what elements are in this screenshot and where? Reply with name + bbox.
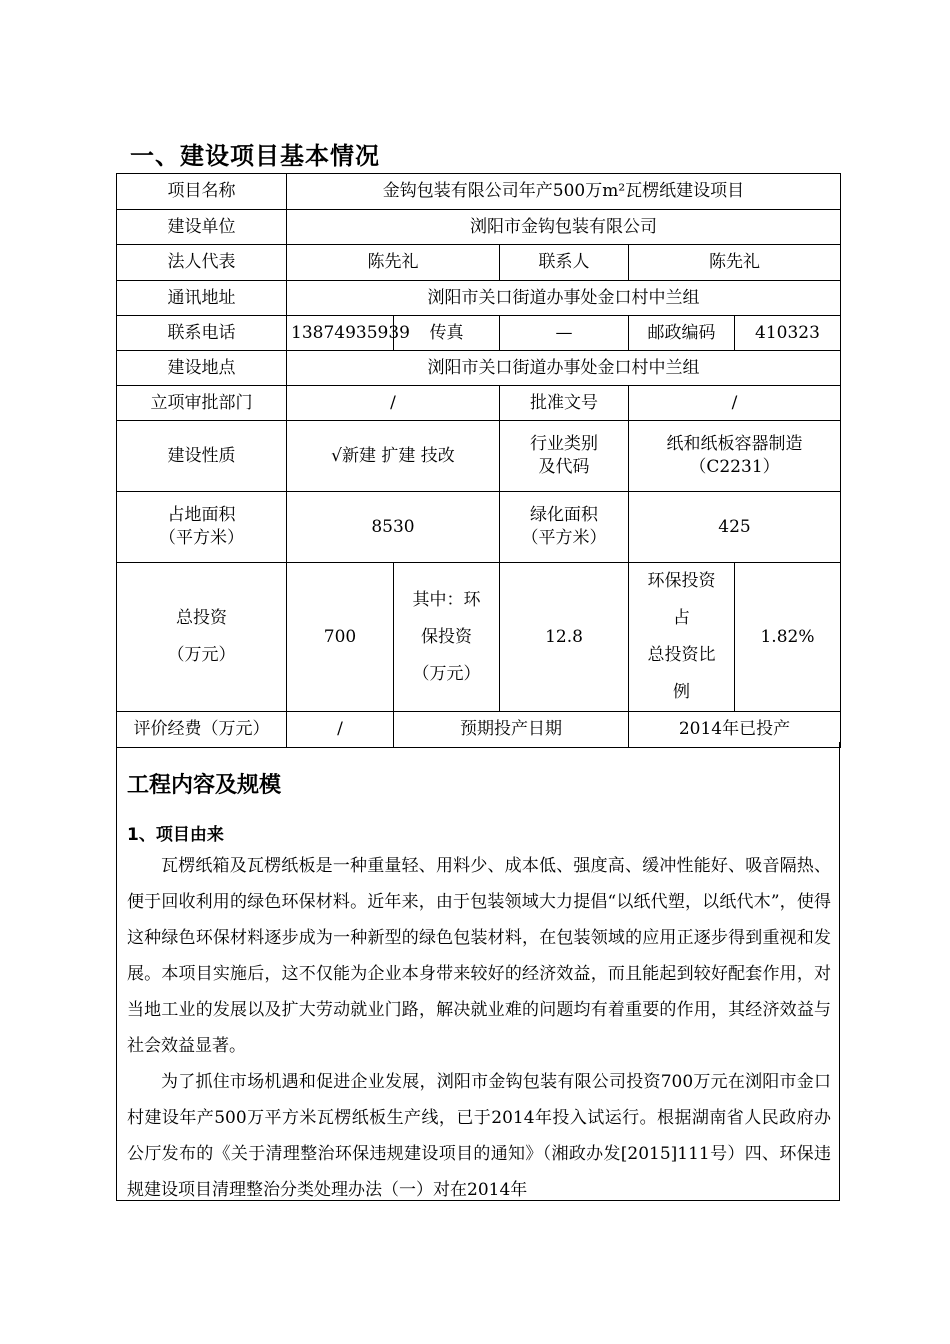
ratio-label-line: 占 <box>673 608 690 628</box>
env-invest-label-line: 保投资 <box>421 626 472 647</box>
legal-rep-value: 陈先礼 <box>287 245 500 281</box>
address-label: 通讯地址 <box>117 281 287 316</box>
table-row <box>117 351 841 386</box>
contact-label: 联系人 <box>500 245 629 281</box>
postcode-label: 邮政编码 <box>629 316 735 351</box>
address-value: 浏阳市关口街道办事处金口村中兰组 <box>287 281 841 316</box>
env-invest-label <box>394 563 500 712</box>
paragraph: 为了抓住市场机遇和促进企业发展，浏阳市金钩包装有限公司投资700万元在浏阳市金口村建设年产500万平方米瓦楞纸板生产线，已于2014年投入试运行。根据湖南省人民政府办公厅发布的《关于清理整治环保违规建设项目的通知》（湘政办发[2015]111号）四、环保违规建设项目清理整治分类处理办法（一）对在2014年 <box>127 1072 831 1200</box>
industry-label-line: 行业类别 <box>530 434 598 455</box>
ratio-label-line: 例 <box>673 682 690 702</box>
phone-label: 联系电话 <box>117 316 287 351</box>
table-row <box>117 316 841 351</box>
project-name-label: 项目名称 <box>117 174 287 210</box>
project-name-value: 金钩包装有限公司年产500万m²瓦楞纸建设项目 <box>287 174 841 210</box>
eval-fee-value: / <box>287 712 394 748</box>
env-invest-label-line: 其中：环 <box>412 589 481 610</box>
approval-dept-label: 立项审批部门 <box>117 386 287 421</box>
invest-label-line: 总投资 <box>176 608 227 628</box>
ratio-label-line: 总投资比 <box>647 645 716 665</box>
green-label-line: 绿化面积 <box>530 505 598 526</box>
approval-no-value: / <box>629 386 841 421</box>
section-body <box>127 848 831 1208</box>
ratio-label-line: 环保投资 <box>647 571 716 591</box>
ratio-value: 1.82% <box>735 563 841 712</box>
industry-label <box>500 421 629 492</box>
fax-value: — <box>500 316 629 351</box>
industry-value-line: 纸和纸板容器制造 <box>666 434 803 455</box>
table-row <box>117 174 841 210</box>
industry-label-line: 及代码 <box>538 457 590 477</box>
area-value: 8530 <box>287 492 500 563</box>
invest-label-line: （万元） <box>167 645 236 665</box>
env-invest-label-line: （万元） <box>412 663 481 684</box>
eval-fee-label: 评价经费（万元） <box>117 712 287 748</box>
area-label-line: （平方米） <box>159 528 244 548</box>
table-row <box>117 281 841 316</box>
site-value: 浏阳市关口街道办事处金口村中兰组 <box>287 351 841 386</box>
invest-value: 700 <box>287 563 394 712</box>
table-row <box>117 245 841 281</box>
prod-date-label: 预期投产日期 <box>394 712 629 748</box>
page-title: 一、建设项目基本情况 <box>130 142 380 170</box>
table-row <box>117 210 841 245</box>
table-row <box>117 492 841 563</box>
builder-value: 浏阳市金钩包装有限公司 <box>287 210 841 245</box>
project-info-table <box>116 173 841 748</box>
table-row <box>117 421 841 492</box>
nature-value: √新建 扩建 技改 <box>287 421 500 492</box>
phone-value: 13874935939 <box>287 316 394 351</box>
table-row <box>117 563 841 712</box>
green-label <box>500 492 629 563</box>
ratio-label <box>629 563 735 712</box>
table-row <box>117 386 841 421</box>
industry-value <box>629 421 841 492</box>
env-invest-value: 12.8 <box>500 563 629 712</box>
area-label <box>117 492 287 563</box>
green-value: 425 <box>629 492 841 563</box>
area-label-line: 占地面积 <box>167 505 236 526</box>
industry-value-line: （C2231） <box>689 457 780 477</box>
green-label-line: （平方米） <box>521 528 607 548</box>
paragraph: 瓦楞纸箱及瓦楞纸板是一种重量轻、用料少、成本低、强度高、缓冲性能好、吸音隔热、便于回收利用的绿色环保材料。近年来，由于包装领域大力提倡“以纸代塑，以纸代木”，使得这种绿色环保材料逐步成为一种新型的绿色包装材料，在包装领域的应用正逐步得到重视和发展。本项目实施后，这不仅能为企业本身带来较好的经济效益，而且能起到较好配套作用，对当地工业的发展以及扩大劳动就业门路，解决就业难的问题均有着重要的作用，其经济效益与社会效益显著。 <box>127 856 831 1056</box>
postcode-value: 410323 <box>735 316 841 351</box>
builder-label: 建设单位 <box>117 210 287 245</box>
site-label: 建设地点 <box>117 351 287 386</box>
contact-value: 陈先礼 <box>629 245 841 281</box>
legal-rep-label: 法人代表 <box>117 245 287 281</box>
invest-label <box>117 563 287 712</box>
nature-label: 建设性质 <box>117 421 287 492</box>
prod-date-value: 2014年已投产 <box>629 712 841 748</box>
section-title: 工程内容及规模 <box>127 773 282 798</box>
approval-dept-value: / <box>287 386 500 421</box>
project-content-section <box>116 742 840 1201</box>
fax-label: 传真 <box>394 316 500 351</box>
approval-no-label: 批准文号 <box>500 386 629 421</box>
section-subtitle: 1、项目由来 <box>127 825 224 845</box>
